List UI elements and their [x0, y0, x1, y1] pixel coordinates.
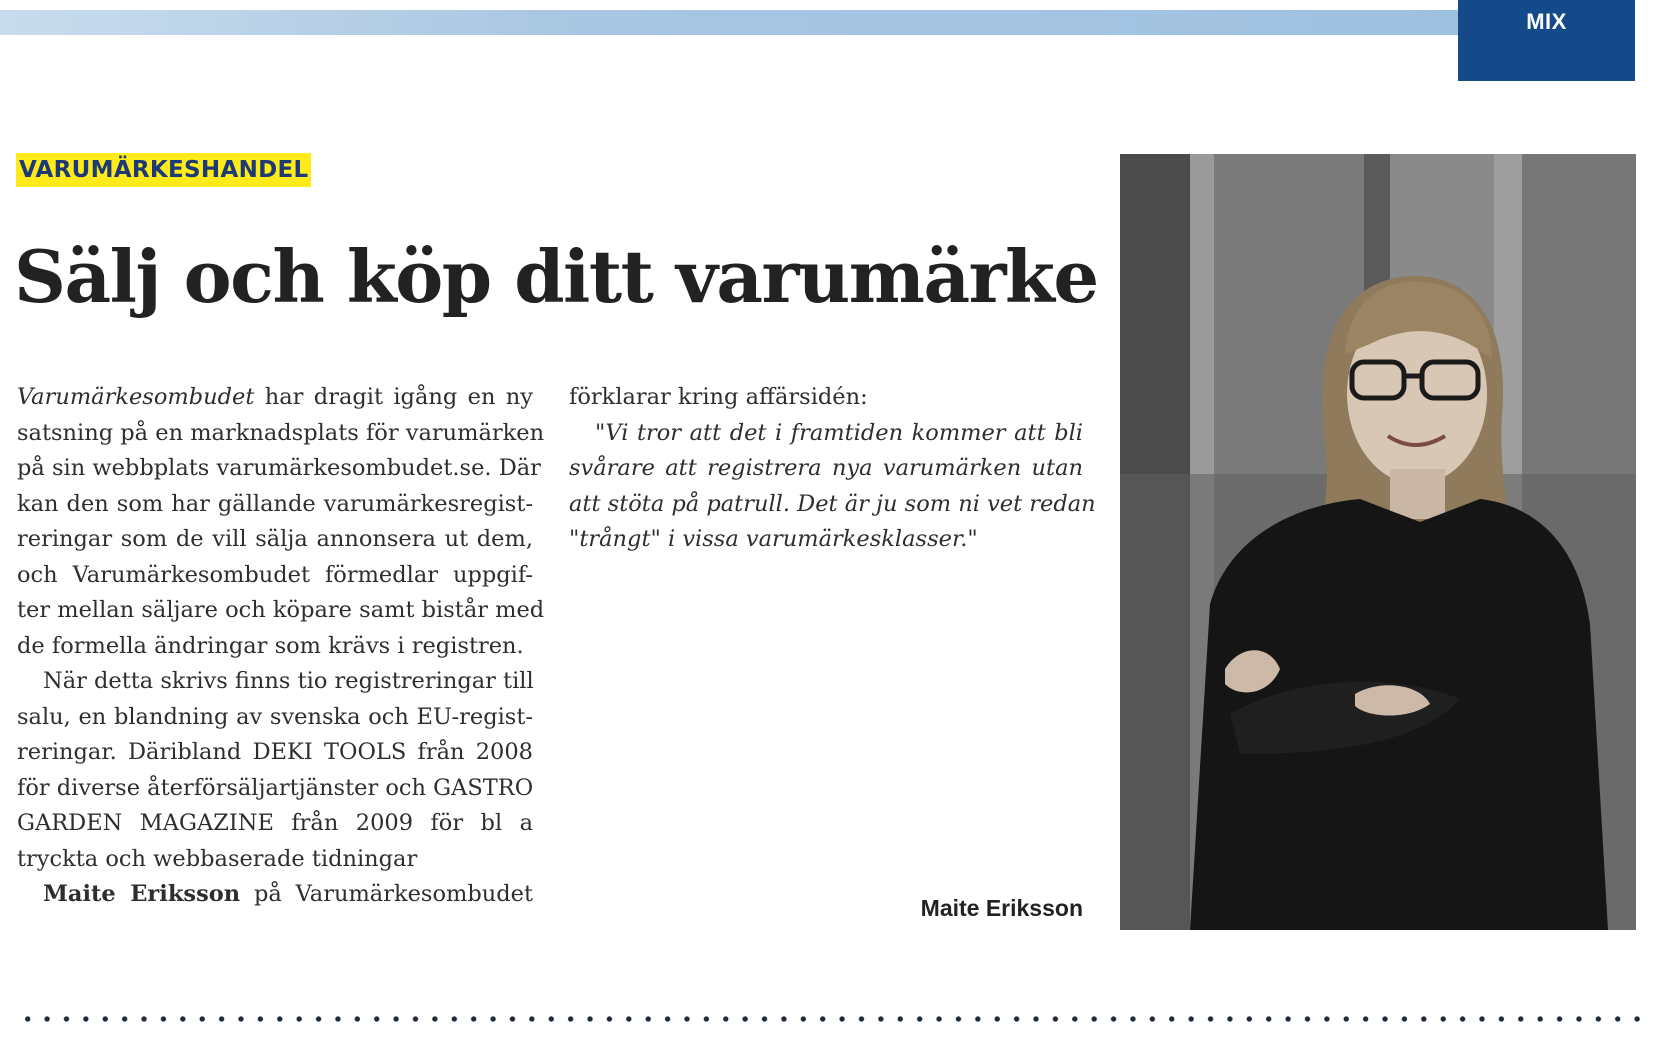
- body-line: salu, en blandning av svenska och EU-regist-: [17, 703, 533, 730]
- body-line: satsning på en marknadsplats för varumärken: [17, 419, 545, 446]
- kicker-label: VARUMÄRKESHANDEL: [16, 153, 311, 187]
- body-line: reringar som de vill sälja annonsera ut dem,: [17, 526, 533, 552]
- quote-line: att stöta på patrull. Det är ju som ni vet redan: [569, 490, 1096, 517]
- article-headline: Sälj och köp ditt varumärke: [14, 234, 1098, 319]
- body-line: ter mellan säljare och köpare samt bistår med: [17, 597, 545, 623]
- body-line: När detta skrivs finns tio registreringar till: [43, 668, 534, 694]
- body-line: Maite Eriksson på Varumärkesombudet: [43, 881, 533, 907]
- body-line: förklarar kring affärsidén:: [569, 384, 868, 410]
- section-badge-label: MIX: [1526, 9, 1567, 34]
- body-line: för diverse återförsäljartjänster och GASTRO: [17, 774, 534, 801]
- quote-line: svårare att registrera nya varumärken utan: [569, 455, 1083, 481]
- quote-line: "Vi tror att det i framtiden kommer att bli: [595, 419, 1083, 446]
- article-column-2: [569, 380, 1096, 558]
- portrait-illustration: [1120, 154, 1636, 930]
- section-badge: [1458, 0, 1635, 81]
- portrait-photo: [1120, 154, 1636, 930]
- source-name: Maite Eriksson: [43, 881, 241, 907]
- body-line: Varumärkesombudet har dragit igång en ny: [17, 384, 534, 410]
- body-line: kan den som har gällande varumärkesregist-: [17, 490, 533, 517]
- dotted-divider: [18, 1015, 1640, 1023]
- photo-caption: Maite Eriksson: [920, 895, 1083, 921]
- body-line: på sin webbplats varumärkesombudet.se. Där: [17, 455, 541, 481]
- body-lead-emphasis: Varumärkesombudet: [17, 384, 255, 410]
- body-line: de formella ändringar som krävs i registren.: [17, 632, 524, 659]
- quote-line: "trångt" i vissa varumärkesklasser.": [569, 526, 978, 552]
- body-line: och Varumärkesombudet förmedlar uppgif-: [17, 561, 533, 588]
- header-color-bar: [0, 10, 1460, 35]
- body-line: reringar. Däribland DEKI TOOLS från 2008: [17, 739, 533, 765]
- body-line: GARDEN MAGAZINE från 2009 för bl a: [17, 810, 533, 836]
- body-line: tryckta och webbaserade tidningar: [17, 845, 418, 872]
- article-column-1: [17, 380, 545, 913]
